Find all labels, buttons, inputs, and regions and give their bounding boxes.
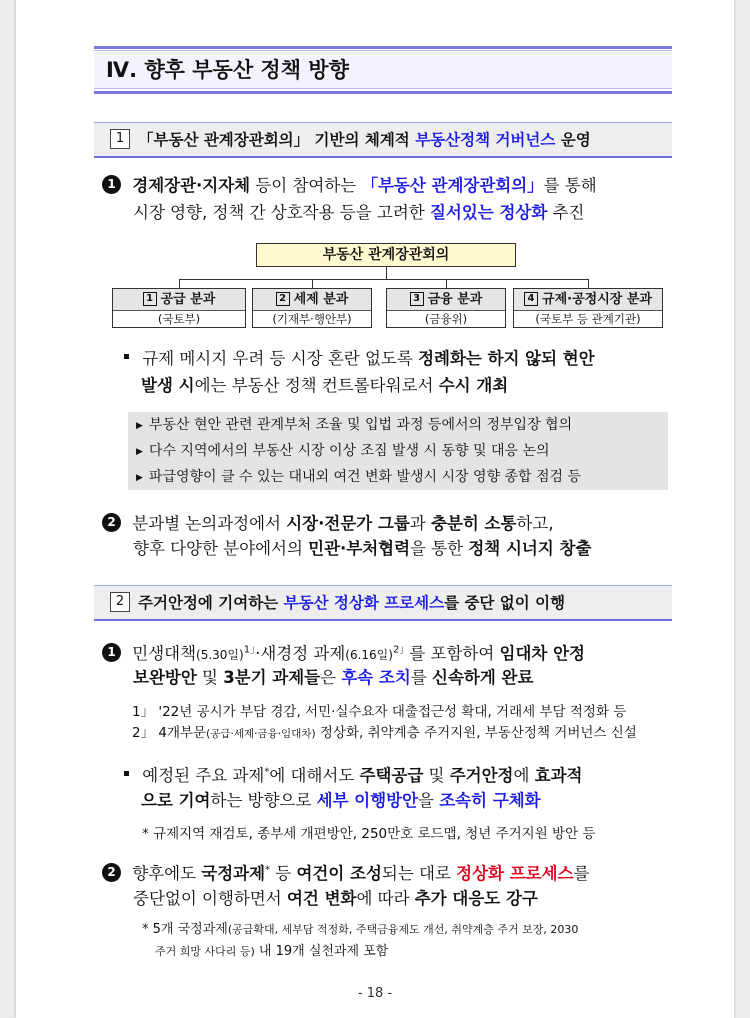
main-bullet: 2 분과별 논의과정에서 시장·전문가 그룹과 충분히 소통하고, xyxy=(102,510,554,538)
section-number: 1 xyxy=(110,129,130,149)
org-box-regulation: 4 규제·공정시장 분과 (국토부 등 관계기관) xyxy=(513,288,663,328)
org-box-tax: 2 세제 분과 (기재부·행안부) xyxy=(252,288,372,328)
footnote: * 5개 국정과제(공급확대, 세부담 적정화, 주택금융제도 개선, 취약계층 주거 보장, 2030 xyxy=(142,922,579,937)
org-connector xyxy=(386,267,387,279)
title-bottom-rule xyxy=(94,91,672,94)
sub-bullet: 예정된 주요 과제*에 대해서도 주택공급 및 주거안정에 효과적 xyxy=(124,762,583,790)
bullet-continuation: 향후 다양한 분야에서의 민관·부처협력을 통한 정책 시너지 창출 xyxy=(133,539,592,558)
section-2-header: 2 주거안정에 기여하는 부동산 정상화 프로세스를 중단 없이 이행 xyxy=(94,585,672,621)
footnote: * 규제지역 재검토, 종부세 개편방안, 250만호 로드맵, 청년 주거지원 방안 등 xyxy=(142,826,596,842)
org-connector xyxy=(446,279,447,288)
org-chart-root: 부동산 관계장관회의 xyxy=(256,243,516,267)
footnote-continuation: 주거 희망 사다리 등) 내 19개 실천과제 포함 xyxy=(155,944,389,959)
bullet-continuation: 중단없이 이행하면서 여건 변화에 따라 추가 대응도 강구 xyxy=(133,889,538,908)
org-connector xyxy=(179,279,180,288)
page-number: - 18 - xyxy=(357,986,393,1001)
footnote: 1」 '22년 공시가 부담 경감, 서민·실수요자 대출접근성 확대, 거래세 부담 적정화 등 xyxy=(132,704,627,720)
org-connector xyxy=(312,279,313,288)
detail-item: ▶ 다수 지역에서의 부동산 시장 이상 조짐 발생 시 동향 및 대응 논의 xyxy=(136,443,550,459)
sub-bullet-continuation: 으로 기여하는 방향으로 세부 이행방안을 조속히 구체화 xyxy=(141,791,541,810)
triangle-bullet-icon: ▶ xyxy=(136,421,143,431)
org-box-finance: 3 금융 분과 (금융위) xyxy=(386,288,506,328)
detail-box xyxy=(128,412,668,490)
main-bullet: 1 경제장관·지자체 등이 참여하는 「부동산 관계장관회의」를 통해 xyxy=(102,172,597,200)
circled-number-icon: 2 xyxy=(102,513,121,532)
circled-number-icon: 1 xyxy=(102,175,121,194)
section-number: 2 xyxy=(110,592,130,612)
sub-bullet: 규제 메시지 우려 등 시장 혼란 없도록 정례화는 하지 않되 현안 xyxy=(124,345,595,373)
square-bullet-icon xyxy=(124,354,129,359)
detail-item: ▶ 파급영향이 클 수 있는 대내외 여건 변화 발생시 시장 영향 종합 점검 등 xyxy=(136,469,581,485)
circled-number-icon: 2 xyxy=(102,863,121,882)
main-bullet: 2 향후에도 국정과제* 등 여건이 조성되는 대로 정상화 프로세스를 xyxy=(102,860,589,888)
org-box-supply: 1 공급 분과 (국토부) xyxy=(112,288,246,328)
circled-number-icon: 1 xyxy=(102,643,121,662)
title-top-rule-thin xyxy=(94,50,672,51)
sub-bullet-continuation: 발생 시에는 부동산 정책 컨트롤타워로서 수시 개최 xyxy=(141,376,509,395)
main-bullet: 1 민생대책(5.30일)$^{1」}$·새경정 과제(6.16일)$^{2」}$를 포함하여 임대차 안정 xyxy=(102,640,585,669)
triangle-bullet-icon: ▶ xyxy=(136,473,143,483)
org-connector xyxy=(179,279,588,280)
bullet-continuation: 시장 영향, 정책 간 상호작용 등을 고려한 질서있는 정상화 추진 xyxy=(133,203,585,222)
org-connector xyxy=(588,279,589,288)
triangle-bullet-icon: ▶ xyxy=(136,447,143,457)
section-1-header: 1 「부동산 관계장관회의」 기반의 체계적 부동산정책 거버넌스 운영 xyxy=(94,122,672,158)
square-bullet-icon xyxy=(124,771,129,776)
chapter-title: Ⅳ. 향후 부동산 정책 방향 xyxy=(94,52,672,88)
detail-item: ▶ 부동산 현안 관련 관계부처 조율 및 입법 과정 등에서의 정부입장 협의 xyxy=(136,417,573,433)
title-top-rule xyxy=(94,46,672,49)
document-page xyxy=(16,0,734,1018)
footnote: 2」 4개부문(공급·세제·금융·임대차) 정상화, 취약계층 주거지원, 부동산정책 거버넌스 신설 xyxy=(132,725,637,741)
bullet-continuation: 보완방안 및 3분기 과제들은 후속 조치를 신속하게 완료 xyxy=(133,668,534,687)
title-bottom-rule-thin xyxy=(94,88,672,89)
